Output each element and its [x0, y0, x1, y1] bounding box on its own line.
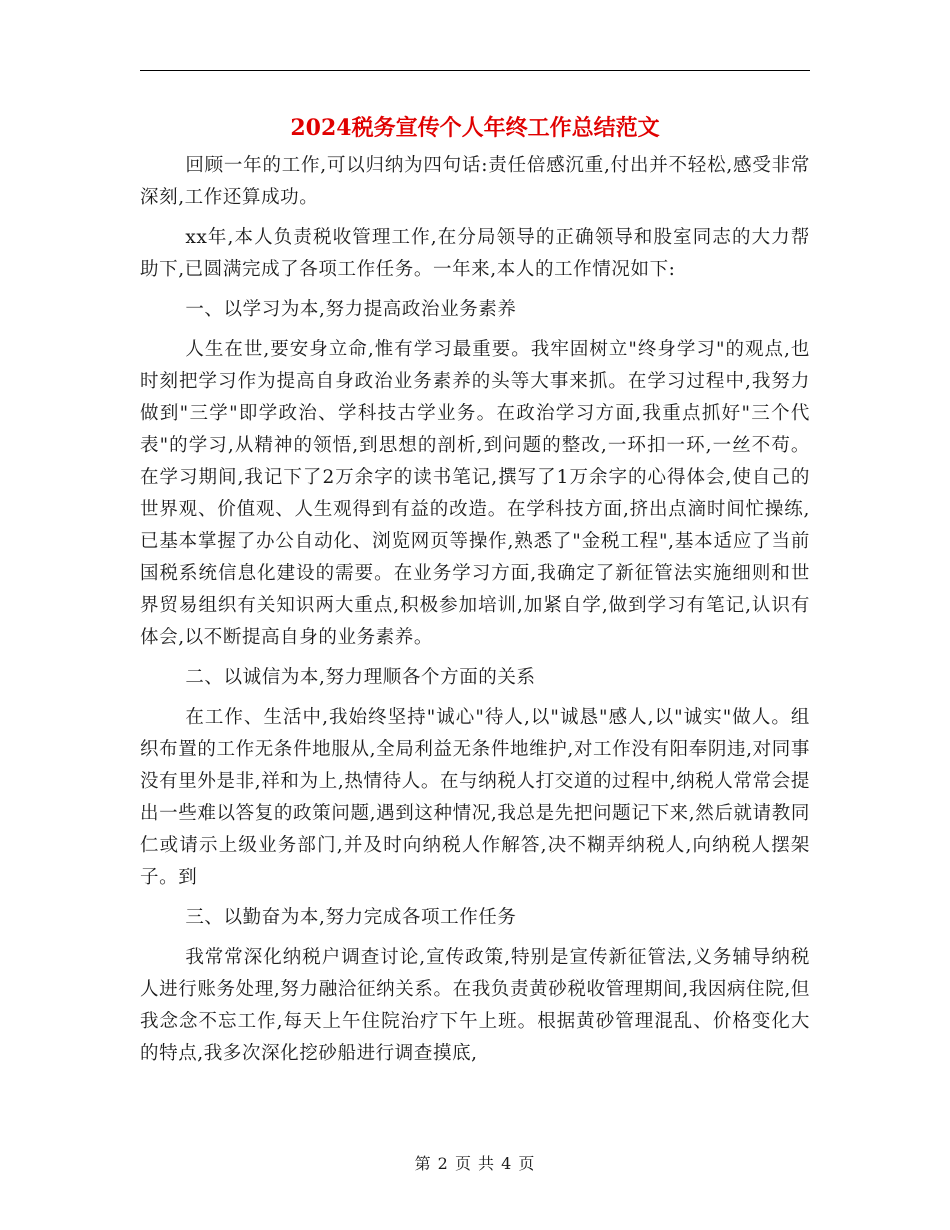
page-number: 第 2 页 共 4 页	[414, 1154, 536, 1173]
paragraph-intro: 回顾一年的工作,可以归纳为四句话:责任倍感沉重,付出并不轻松,感受非常深刻,工作还算成功。	[140, 155, 810, 208]
paragraph-integrity: 在工作、生活中,我始终坚持"诚心"待人,以"诚恳"感人,以"诚实"做人。组织布置的工作无条件地服从,全局利益无条件地维护,对工作没有阳奉阴违,对同事没有里外是非,祥和为上,热情待人。在与纳税人打交道的过程中,纳税人常常会提出一些难以答复的政策问题,遇到这种情况,我总是先把问题记下来,然后就请教同仁或请示上级业务部门,并及时向纳税人作解答,决不糊弄纳税人,向纳税人摆架子。到	[140, 707, 810, 888]
paragraph-study: 人生在世,要安身立命,惟有学习最重要。我牢固树立"终身学习"的观点,也时刻把学习作为提高自身政治业务素养的头等大事来抓。在学习过程中,我努力做到"三学"即学政治、学科技古学业务。在政治学习方面,我重点抓好"三个代表"的学习,从精神的领悟,到思想的剖析,到问题的整改,一环扣一环,一丝不苟。在学习期间,我记下了2万余字的读书笔记,撰写了1万余字的心得体会,使自己的世界观、价值观、人生观得到有益的改造。在学科技方面,挤出点滴时间忙操练,已基本掌握了办公自动化、浏览网页等操作,熟悉了"金税工程",基本适应了当前国税系统信息化建设的需要。在业务学习方面,我确定了新征管法实施细则和世界贸易组织有关知识两大重点,积极参加培训,加紧自学,做到学习有笔记,认识有体会,以不断提高自身的业务素养。	[140, 339, 810, 648]
document-title: 2024税务宣传个人年终工作总结范文	[290, 115, 660, 141]
page-footer	[0, 1152, 950, 1176]
paragraph-diligence: 我常常深化纳税户调查讨论,宣传政策,特别是宣传新征管法,义务辅导纳税人进行账务处理,努力融洽征纳关系。在我负责黄砂税收管理期间,我因病住院,但我念念不忘工作,每天上午住院治疗下午上班。根据黄砂管理混乱、价格变化大的特点,我多次深化挖砂船进行调查摸底,	[140, 947, 810, 1064]
header-rule	[140, 70, 810, 71]
document-body	[140, 150, 810, 1078]
section-heading-1: 一、以学习为本,努力提高政治业务素养	[185, 299, 517, 320]
section-heading-2: 二、以诚信为本,努力理顺各个方面的关系	[185, 667, 536, 688]
paragraph-overview: xx年,本人负责税收管理工作,在分局领导的正确领导和股室同志的大力帮助下,已圆满完成了各项工作任务。一年来,本人的工作情况如下:	[140, 227, 810, 280]
section-heading-3: 三、以勤奋为本,努力完成各项工作任务	[185, 907, 517, 928]
